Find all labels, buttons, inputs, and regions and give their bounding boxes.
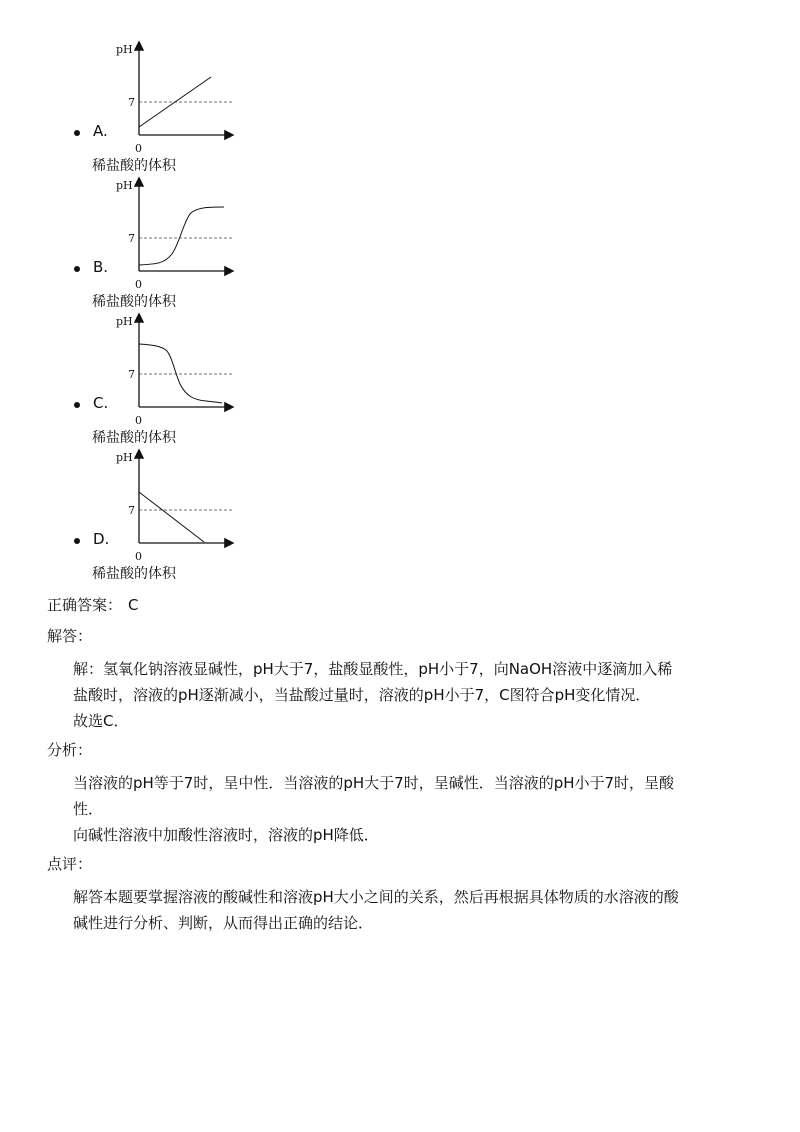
y-axis-label: pH xyxy=(116,179,133,192)
origin-label: 0 xyxy=(135,142,142,155)
bullet-icon xyxy=(74,402,80,408)
ph7-label: 7 xyxy=(128,504,135,517)
solution-line: 故选C． xyxy=(73,712,129,730)
y-axis-label: pH xyxy=(116,43,133,56)
ph7-label: 7 xyxy=(128,96,135,109)
ph-graph-c xyxy=(104,312,244,437)
bullet-icon xyxy=(74,130,80,136)
comment-heading: 点评： xyxy=(47,855,93,873)
answer-label: 正确答案： xyxy=(47,596,123,614)
option-letter: C. xyxy=(93,394,109,412)
ph-curve xyxy=(139,344,222,403)
solution-body xyxy=(73,656,733,734)
y-axis-label: pH xyxy=(116,315,133,328)
origin-label: 0 xyxy=(135,414,142,427)
option-letter: D. xyxy=(93,530,110,548)
solution-line: 解：氢氧化钠溶液显碱性，pH大于7，盐酸显酸性，pH小于7，向NaOH溶液中逐滴加入稀 xyxy=(73,660,673,678)
bullet-icon xyxy=(74,538,80,544)
answer-value: C xyxy=(128,596,139,614)
x-axis-label: 稀盐酸的体积 xyxy=(92,566,176,582)
option-a[interactable] xyxy=(0,40,800,176)
option-d[interactable] xyxy=(0,448,800,584)
analysis-line: 当溶液的pH等于7时，呈中性．当溶液的pH大于7时，呈碱性．当溶液的pH小于7时，呈酸 xyxy=(73,774,675,792)
ph-graph-a xyxy=(104,40,244,165)
comment-body xyxy=(73,884,733,936)
solution-heading: 解答： xyxy=(47,627,93,645)
option-letter: A. xyxy=(93,122,108,140)
correct-answer xyxy=(47,592,139,618)
origin-label: 0 xyxy=(135,278,142,291)
x-axis-label: 稀盐酸的体积 xyxy=(92,158,176,174)
bullet-icon xyxy=(74,266,80,272)
option-c[interactable] xyxy=(0,312,800,448)
analysis-line: 向碱性溶液中加酸性溶液时，溶液的pH降低． xyxy=(73,826,379,844)
analysis-line: 性． xyxy=(73,800,104,818)
comment-line: 碱性进行分析、判断，从而得出正确的结论． xyxy=(73,914,374,932)
solution-line: 盐酸时，溶液的pH逐渐减小，当盐酸过量时，溶液的pH小于7，C图符合pH变化情况． xyxy=(73,686,651,704)
option-letter: B. xyxy=(93,258,109,276)
x-axis-label: 稀盐酸的体积 xyxy=(92,430,176,446)
x-axis-label: 稀盐酸的体积 xyxy=(92,294,176,310)
analysis-body xyxy=(73,770,733,848)
analysis-heading: 分析： xyxy=(47,741,93,759)
ph-curve xyxy=(139,207,224,265)
comment-line: 解答本题要掌握溶液的酸碱性和溶液pH大小之间的关系，然后再根据具体物质的水溶液的酸 xyxy=(73,888,679,906)
option-b[interactable] xyxy=(0,176,800,312)
ph-graph-d xyxy=(104,448,244,573)
ph7-label: 7 xyxy=(128,232,135,245)
ph-graph-b xyxy=(104,176,244,301)
y-axis-label: pH xyxy=(116,451,133,464)
ph-curve xyxy=(139,492,204,542)
origin-label: 0 xyxy=(135,550,142,563)
ph7-label: 7 xyxy=(128,368,135,381)
